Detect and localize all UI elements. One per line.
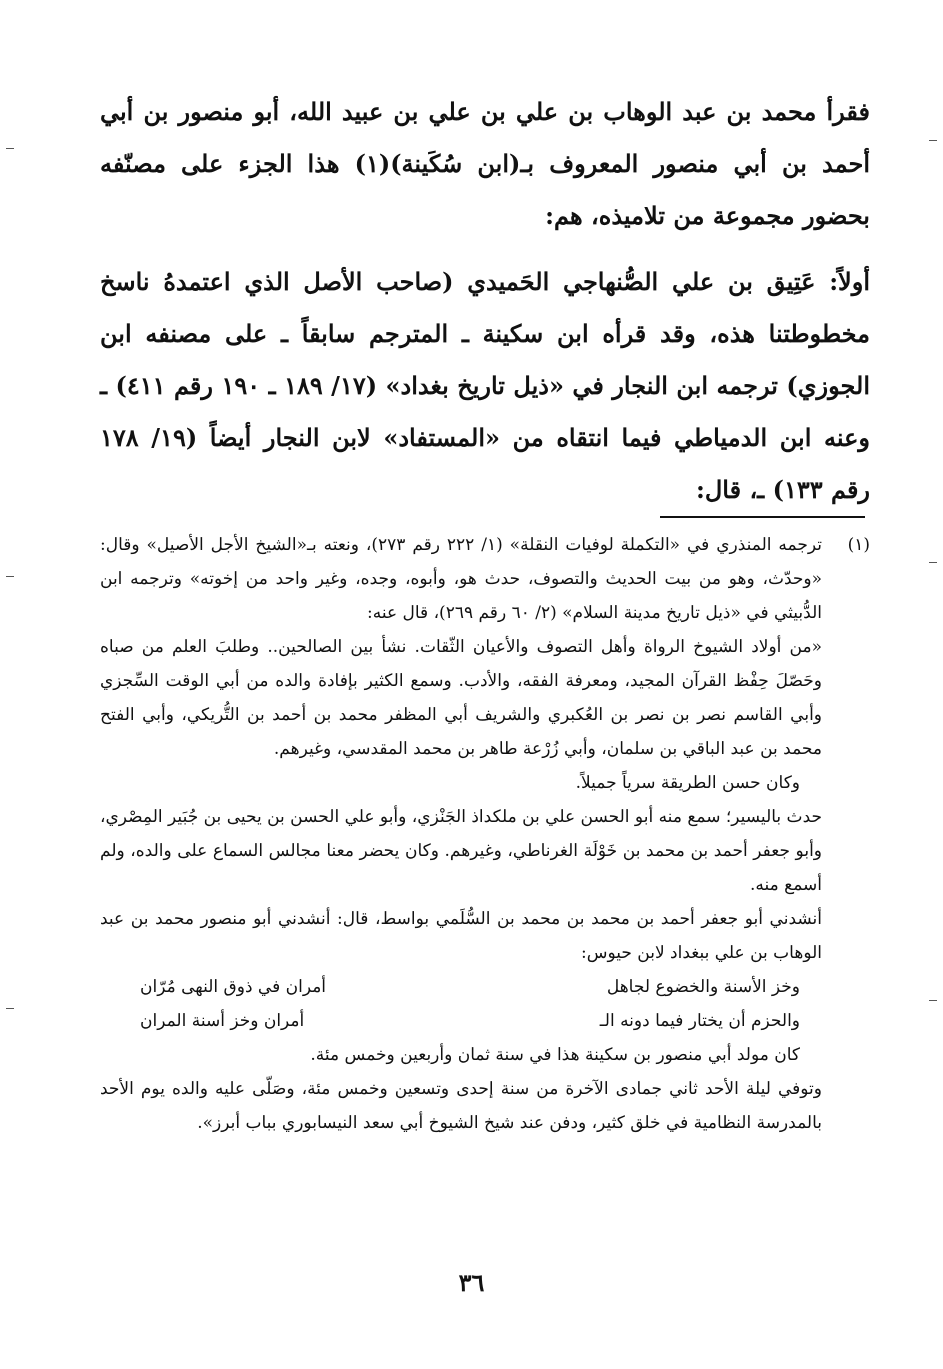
main-paragraph-2: أولاً: عَتِيق بن علي الصُّنهاجي الحَميدي (صاحب الأصل الذي اعتمدهُ ناسخ مخطوطتنا هذه، وقد قرأه ابن سكينة ـ المترجم سابقاً ـ على مصنفه ابن الجوزي) ترجمه ابن النجار في «ذيل تاريخ بغداد» (١٧/ ١٨٩ ـ ١٩٠ رقم ٤١١) ـ وعنه ابن الدمياطي فيما انتقاه من «المستفاد» لابن النجار أيضاً (١٩/ ١٧٨ رقم ١٣٣) ـ، قال: [100, 267, 870, 504]
margin-mark [6, 1008, 14, 1009]
margin-mark [6, 148, 14, 149]
footnote-quote: «من أولاد الشيوخ الرواة وأهل التصوف والأعيان الثّقات. نشأ بين الصالحين.. وطلبَ العلم من صباه وحَصّلَ حِفْظ القرآن المجيد، ومعرفة الفقه، والأدب. وسمع الكثير بإفادة والده من أبي الوقت السِّجزي وأبي القاسم نصر بن نصر بن العُكبري والشريف أبي المظفر محمد بن أحمد بن التُّريكي، وأبي الفتح محمد بن عبد الباقي بن سلمان، وأبي زُرْعة طاهر بن محمد المقدسي، وغيرهم. [100, 637, 822, 759]
footnote-number: (١) [847, 535, 870, 555]
margin-mark [929, 140, 937, 141]
page-number: ٣٦ [458, 1268, 485, 1297]
footnote-line: وكان حسن الطريقة سرياً جميلاً. [575, 773, 800, 793]
verse-hemistich: أمران وخز أسنة المران [140, 1011, 305, 1031]
footnote-line: حدث باليسير؛ سمع منه أبو الحسن علي بن ملكداذ الجَنْزي، وأبو علي الحسن بن يحيى بن جُبَير المِصْري، وأبو جعفر أحمد بن محمد بن خَوْلَة الغرناطي، وغيرهم. وكان يحضر معنا مجالس السماع على والده، ولم أسمع منه. [100, 807, 822, 895]
main-text [100, 86, 870, 516]
footnotes [100, 528, 870, 1140]
verse-hemistich: والحزم أن يختار فيما دونه الـ [599, 1011, 800, 1031]
margin-mark [929, 562, 937, 563]
main-paragraph-1: فقرأ محمد بن عبد الوهاب بن علي بن علي بن عبيد الله، أبو منصور بن أبي أحمد بن أبي منصور المعروف بـ(ابن سُكَينة)(١) هذا الجزء على مصنّفه بحضور مجموعة من تلاميذه، هم: [100, 97, 871, 230]
footnote-line: كان مولد أبي منصور بن سكينة هذا في سنة ثمان وأربعين وخمس مئة. [310, 1045, 800, 1065]
margin-mark [6, 576, 14, 577]
footnote-line: ترجمه المنذري في «التكملة لوفيات النقلة» (١/ ٢٢٢ رقم ٢٧٣)، ونعته بـ«الشيخ الأجل الأصيل» وقال: «وحدّث، وهو من بيت الحديث والتصوف، حدث هو، وأبوه، وجده، وغير واحد من إخوته» وترجمه ابن الدُّبيثي في «ذيل تاريخ مدينة السلام» (٢/ ٦٠ رقم ٢٦٩)، قال عنه: [100, 535, 822, 623]
verse-hemistich: أمران في ذوق النهى مُرّان [140, 977, 327, 997]
footnote-line: أنشدني أبو جعفر أحمد بن محمد بن محمد بن السُّلَمي بواسط، قال: أنشدني أبو منصور محمد بن عبد الوهاب بن علي ببغداد لابن حيوس: [100, 909, 822, 963]
margin-mark [929, 1000, 937, 1001]
poem-verse [100, 1004, 870, 1038]
footnote-divider [660, 516, 865, 518]
footnote-1 [100, 528, 870, 630]
footnote-line: وتوفي ليلة الأحد ثاني جمادى الآخرة من سنة إحدى وتسعين وخمس مئة، وصَلّى عليه والده يوم الأحد بالمدرسة النظامية في خلق كثير، ودفن عند شيخ الشيوخ أبي سعد النيسابوري بباب أبرز». [100, 1079, 822, 1133]
verse-hemistich: وخز الأسنة والخضوع لجاهل [606, 977, 800, 997]
poem-verse [100, 970, 870, 1004]
